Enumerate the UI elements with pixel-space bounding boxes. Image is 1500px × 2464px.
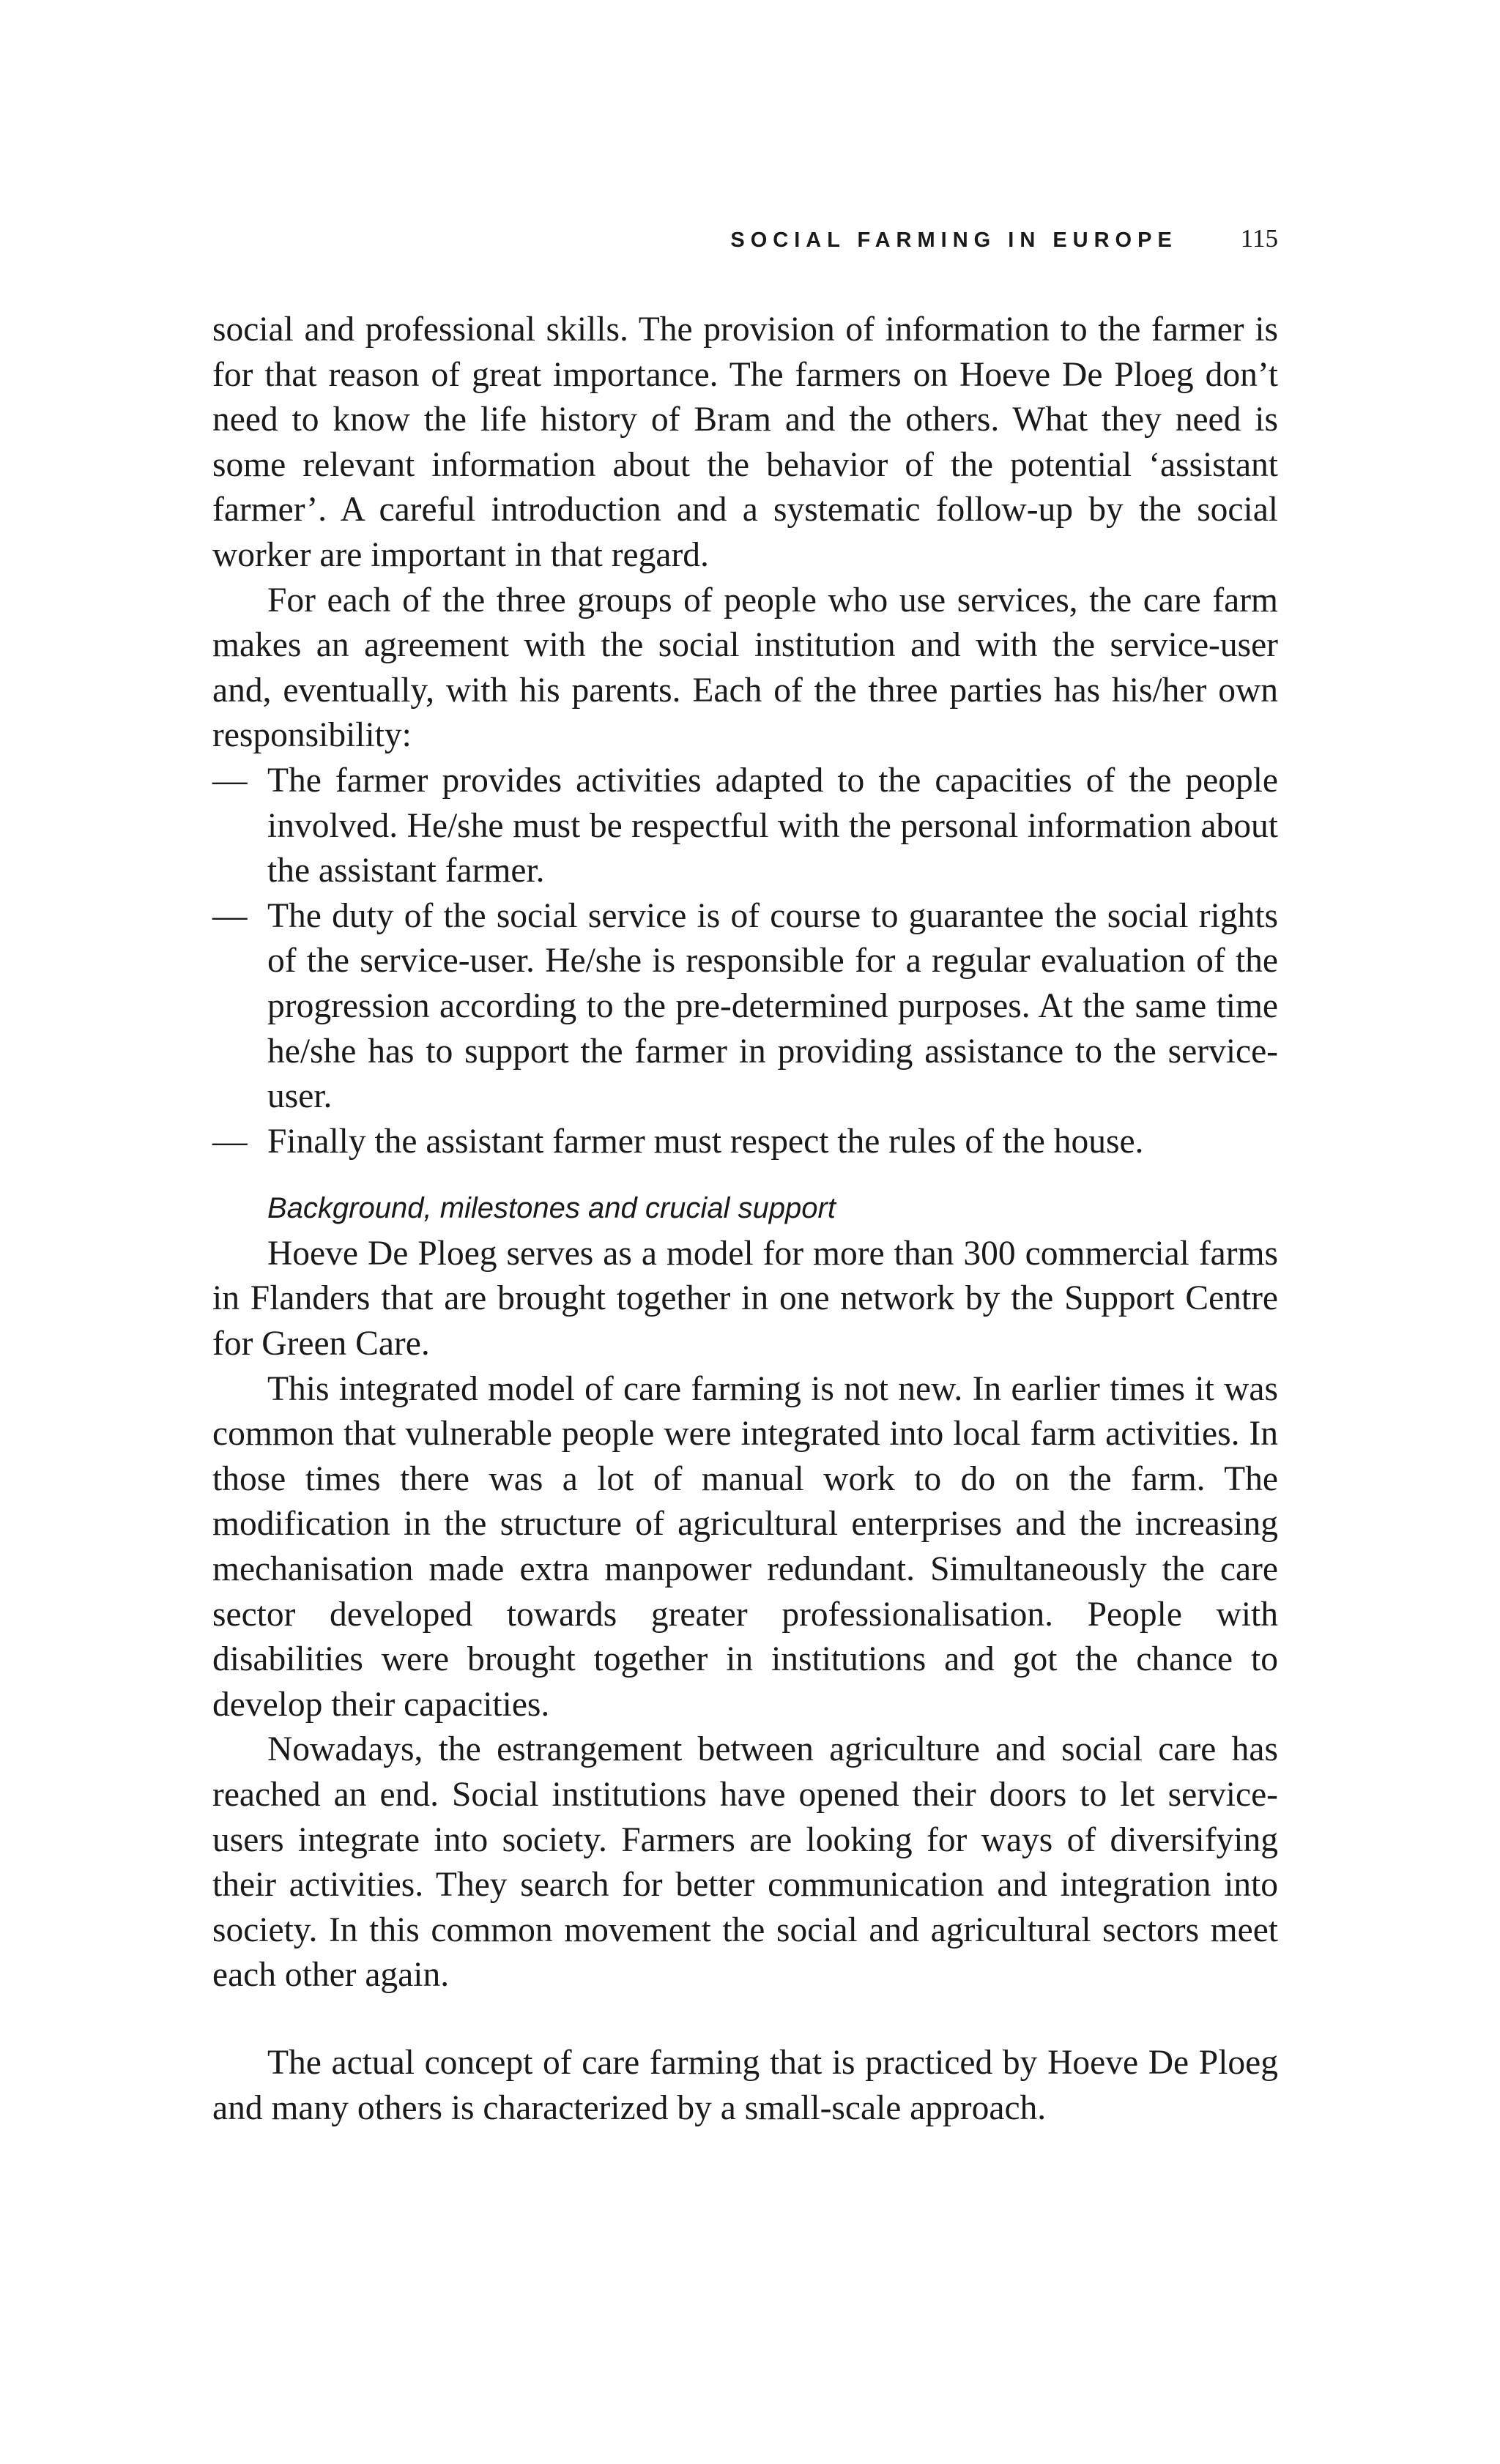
dash-bullet: —	[212, 1122, 248, 1161]
section-heading: Background, milestones and crucial support	[267, 1192, 836, 1225]
list-item	[212, 759, 1278, 894]
dash-bullet: —	[212, 896, 248, 935]
running-title: SOCIAL FARMING IN EUROPE	[730, 228, 1178, 252]
running-head	[730, 224, 1278, 253]
paragraph: For each of the three groups of people who use services, the care farm makes an agreement with the social institution and with the service-user and, eventually, with his parents. Each of the three parties has his/her own responsibility:	[212, 581, 1278, 755]
responsibility-list	[212, 759, 1278, 1164]
page-number: 115	[1240, 224, 1278, 253]
page-body	[212, 308, 1278, 2131]
paragraph-spacer	[212, 1998, 1278, 2041]
list-item-text: The duty of the social service is of course to guarantee the social rights of the service-user. He/she is responsible for a regular evaluation of the progression according to the pre-determined purposes. At the same time he/she has to support the farmer in providing assistance to the service-user.	[267, 896, 1278, 1116]
list-item-text: Finally the assistant farmer must respect the rules of the house.	[267, 1122, 1144, 1161]
paragraph: social and professional skills. The provision of information to the farmer is for that reason of great importance. The farmers on Hoeve De Ploeg don’t need to know the life history of Bram and the others. What they need is some relevant information about the behavior of the potential ‘assistant farmer’. A careful introduction and a systematic follow-up by the social worker are important in that regard.	[212, 310, 1278, 574]
list-item	[212, 1120, 1278, 1165]
list-item	[212, 894, 1278, 1120]
paragraph: The actual concept of care farming that is practiced by Hoeve De Ploeg and many others is characterized by a small-scale approach.	[212, 2043, 1278, 2127]
dash-bullet: —	[212, 761, 248, 800]
paragraph: Hoeve De Ploeg serves as a model for more than 300 commercial farms in Flanders that are brought together in one network by the Support Centre for Green Care.	[212, 1234, 1278, 1363]
paragraph: This integrated model of care farming is not new. In earlier times it was common that vulnerable people were integrated into local farm activities. In those times there was a lot of manual work to do on the farm. The modification in the structure of agricultural enterprises and the increasing mechanisation made extra manpower redundant. Simultaneously the care sector developed towards greater professionalisation. People with disabilities were brought together in institutions and got the chance to develop their capacities.	[212, 1369, 1278, 1724]
list-item-text: The farmer provides activities adapted to the capacities of the people involved. He/she must be respectful with the personal information about the assistant farmer.	[267, 761, 1278, 890]
paragraph: Nowadays, the estrangement between agriculture and social care has reached an end. Social institutions have opened their doors to let service-users integrate into society. Farmers are looking for ways of diversifying their activities. They search for better communication and integration into society. In this common movement the social and agricultural sectors meet each other again.	[212, 1730, 1278, 1995]
